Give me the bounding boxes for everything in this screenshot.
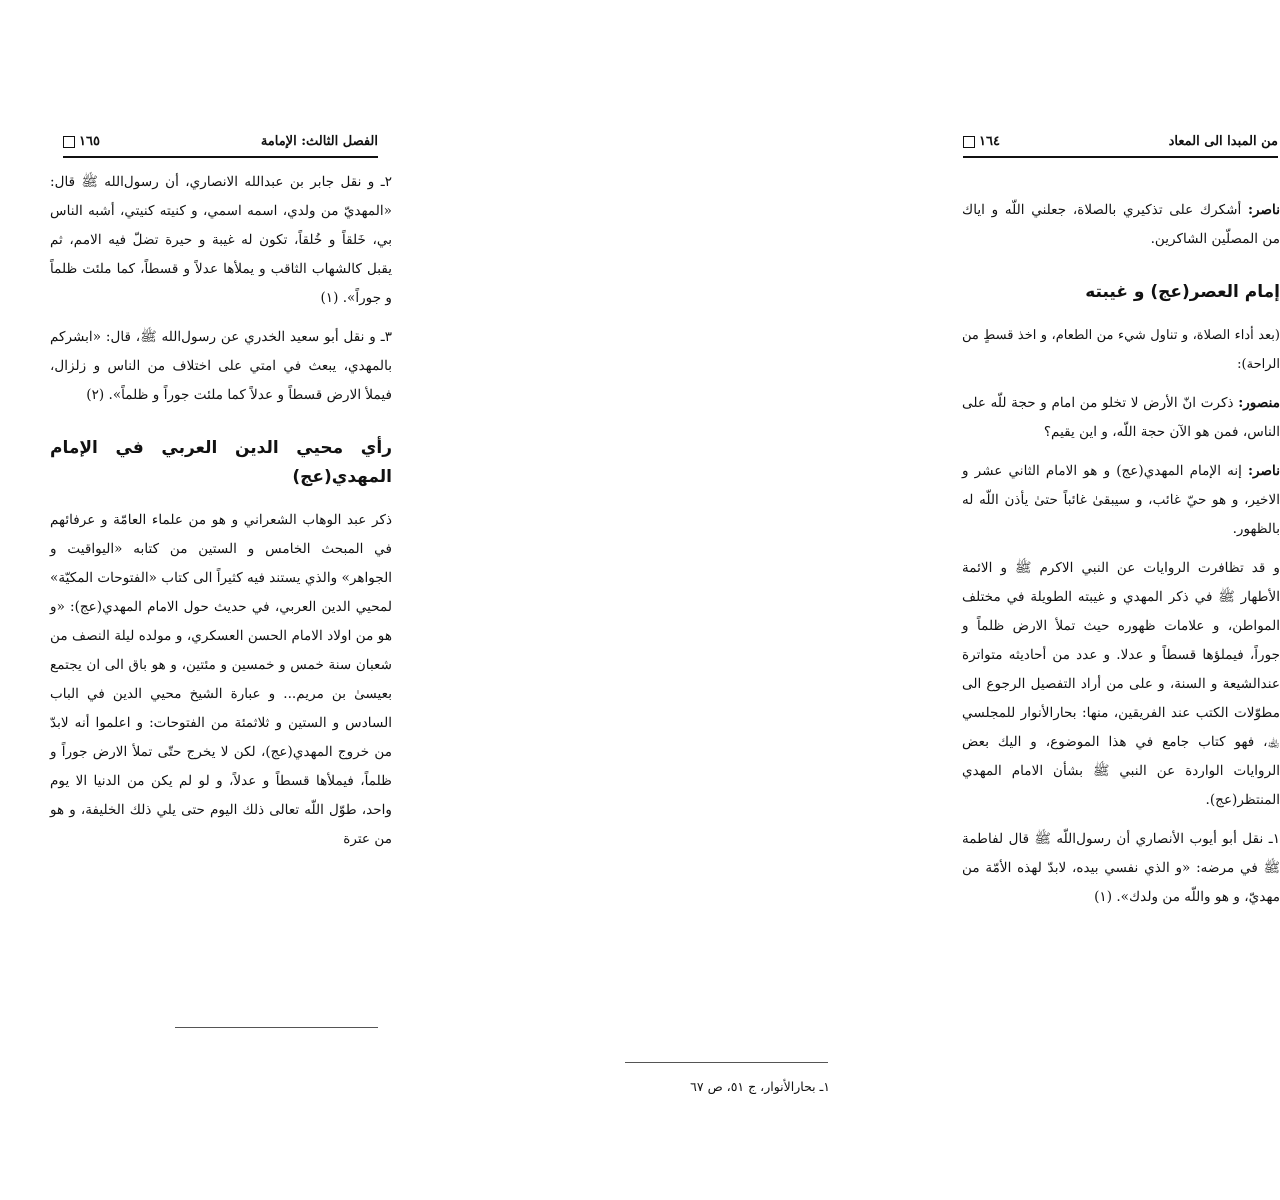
page-body [962, 196, 1280, 922]
speaker-name: ناصر: [1248, 202, 1280, 218]
running-title: من المبدا الى المعاد [1168, 134, 1278, 149]
dialogue-text: ذكرت انّ الأرض لا تخلو من امام و حجة للّه على الناس، فمن هو الآن حجة اللّه، و اين يقيم؟ [962, 395, 1280, 440]
section-title: إمام العصر(عج) و غيبته [1085, 282, 1280, 302]
hadith-paragraph-2: ٢ـ و نقل جابر بن عبدالله الانصاري، أن رسول‌الله ﷺ قال: «المهديّ من ولدي، اسمه اسمي، و كنيته كنيتي، أشبه الناس بي، خَلقاً و خُلقاً، تكون له غيبة و حيرة تضلّ فيه الامم، ثم يقبل كالشهاب الثاقب و يملأها عدلاً و قسطاً، كما ملئت ظلماً و جوراً». (١) [50, 174, 392, 306]
page-number-group [63, 134, 100, 149]
dialogue-paragraph [962, 389, 1280, 447]
page-header [963, 134, 1278, 158]
footnote: ١ـ بحارالأنوار، ج ٥١، ص ٦٧ [690, 1079, 830, 1094]
speaker-name: ناصر: [1248, 463, 1280, 479]
dialogue-paragraph [962, 196, 1280, 254]
stage-note: (بعد أداء الصلاة، و تناول شيء من الطعام، و اخذ قسطٍ من الراحة): [962, 328, 1280, 372]
page-left [0, 0, 450, 1200]
square-ornament-icon [963, 136, 975, 148]
body-paragraph: و قد تظافرت الروايات عن النبي الاكرم ﷺ و الائمة الأطهار ﷺ في ذكر المهدي و غيبته الطويلة في مختلف المواطن، و علامات ظهوره حيث تملأ الارض ظلماً و جوراً، فيملؤها قسطاً و عدلا. و عدد من أحاديثه متواترة عندالشيعة و السنة، و على من أراد التفصيل الرجوع الى مطوّلات الكتب عند الفريقين، منها: بحارالأنوار للمجلسي ﵀، فهو كتاب جامع في هذا الموضوع، و اليك بعض الروايات الواردة عن النبي ﷺ بشأن الامام المهدي المنتظر(عج). [962, 560, 1280, 808]
dialogue-text: أشكرك على تذكيري بالصلاة، جعلني اللّه و اياك من المصلّين الشاكرين. [962, 202, 1280, 247]
section-title: رأي محيي الدين العربي في الإمام المهدي(عج) [50, 438, 392, 487]
hadith-paragraph-1: ١ـ نقل أبو أيوب الأنصاري أن رسول‌اللّه ﷺ قال لفاطمة ﷺ في مرضه: «و الذي نفسي بيده، لابدّ لهذه الأمّة من مهديّ، و هو واللّه من ولدك». (١) [962, 831, 1280, 905]
page-body [50, 168, 392, 864]
hadith-paragraph-3: ٣ـ و نقل أبو سعيد الخدري عن رسول‌الله ﷺ، قال: «ابشركم بالمهدي، يبعث في امتي على اختلاف من الناس و زلزال، فيملأ الارض قسطاً و عدلاً كما ملئت جوراً و ظلماً». (٢) [50, 329, 392, 403]
dialogue-text: إنه الإمام المهدي(عج) و هو الامام الثاني عشر و الاخير، و هو حيّ غائب، و سيبقىٰ غائباً حتىٰ يأذن اللّه له بالظهور. [962, 463, 1280, 537]
page-number: ١٦٤ [979, 134, 1000, 149]
footnotes [570, 1073, 830, 1101]
body-paragraph: ذكر عبد الوهاب الشعراني و هو من علماء العامّة و عرفائهم في المبحث الخامس و الستين من كتابه «اليواقيت و الجواهر» والذي يستند فيه كثيراً الى كتاب «الفتوحات المكيّة» لمحيي الدين العربي، في حديث حول الامام المهدي(عج): «و هو من اولاد الامام الحسن العسكري، و مولده ليلة النصف من شعبان سنة خمس و خمسين و مئتين، و هو باق الى ان يجتمع بعيسىٰ بن مريم... و عبارة الشيخ محيي الدين في الباب السادس و الستين و ثلاثمئة من الفتوحات: و اعلموا أنه لابدّ من خروج المهدي(عج)، لكن لا يخرج حتّى تملأ الارض جوراً و ظلماً، فيملأها قسطاً و عدلاً، و لو لم يكن من الدنيا الا يوم واحد، طوّل اللّه تعالى ذلك اليوم حتى يلي ذلك الخليفة، و هو من عترة [50, 512, 392, 847]
footnote-divider [625, 1062, 828, 1063]
footnote-divider [175, 1027, 378, 1028]
square-ornament-icon [63, 136, 75, 148]
page-number-group [963, 134, 1000, 149]
page-right [450, 0, 1280, 1200]
page-header [63, 134, 378, 158]
speaker-name: منصور: [1238, 395, 1280, 411]
dialogue-paragraph [962, 457, 1280, 544]
running-title: الفصل الثالث: الإمامة [260, 134, 378, 149]
page-number: ١٦٥ [79, 134, 100, 149]
